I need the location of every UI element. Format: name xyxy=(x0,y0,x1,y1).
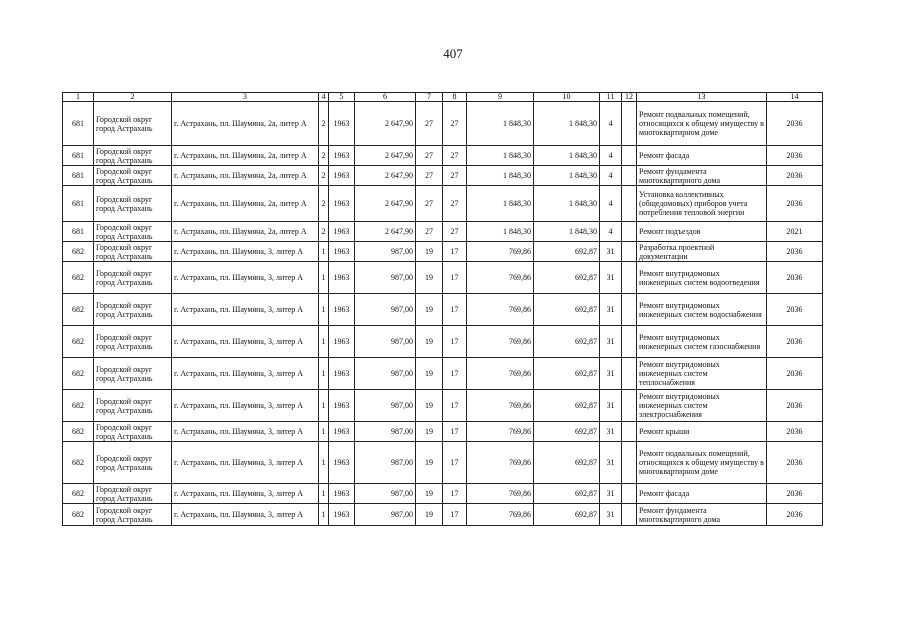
object-number: 682 xyxy=(63,504,94,526)
cell-col-4: 1 xyxy=(319,422,329,442)
column-number: 3 xyxy=(172,93,319,102)
cell-col-5: 1963 xyxy=(329,242,355,262)
cell-col-8: 27 xyxy=(443,102,467,146)
table-row xyxy=(63,358,823,390)
cell-col-9: 1 848,30 xyxy=(467,146,534,166)
work-type-cell: Ремонт подъездов xyxy=(637,222,767,242)
column-number: 14 xyxy=(767,93,823,102)
cell-col-4: 2 xyxy=(319,146,329,166)
cell-col-6: 987,00 xyxy=(355,294,416,326)
work-type-cell: Ремонт внутридомовых инженерных систем электроснабжения xyxy=(637,390,767,422)
work-type-cell: Ремонт фундамента многоквартирного дома xyxy=(637,504,767,526)
cell-col-9: 1 848,30 xyxy=(467,166,534,186)
cell-col-7: 19 xyxy=(416,442,443,484)
cell-col-7: 19 xyxy=(416,262,443,294)
planned-year-cell: 2036 xyxy=(767,166,823,186)
cell-col-8: 17 xyxy=(443,242,467,262)
cell-col-12 xyxy=(622,358,637,390)
cell-col-12 xyxy=(622,294,637,326)
cell-col-11: 31 xyxy=(600,484,622,504)
address-cell: г. Астрахань, пл. Шаумяна, 3, литер А xyxy=(172,358,319,390)
cell-col-11: 31 xyxy=(600,294,622,326)
municipality-cell: Городской округ город Астрахань xyxy=(94,102,172,146)
planned-year-cell: 2036 xyxy=(767,262,823,294)
cell-col-5: 1963 xyxy=(329,222,355,242)
cell-col-6: 2 647,90 xyxy=(355,186,416,222)
cell-col-8: 17 xyxy=(443,358,467,390)
table-row xyxy=(63,102,823,146)
cell-col-5: 1963 xyxy=(329,484,355,504)
cell-col-9: 769,86 xyxy=(467,358,534,390)
address-cell: г. Астрахань, пл. Шаумяна, 3, литер А xyxy=(172,242,319,262)
municipality-cell: Городской округ город Астрахань xyxy=(94,242,172,262)
cell-col-12 xyxy=(622,222,637,242)
cell-col-11: 4 xyxy=(600,186,622,222)
cell-col-7: 19 xyxy=(416,294,443,326)
cell-col-12 xyxy=(622,262,637,294)
municipality-cell: Городской округ город Астрахань xyxy=(94,166,172,186)
planned-year-cell: 2036 xyxy=(767,504,823,526)
cell-col-7: 19 xyxy=(416,242,443,262)
cell-col-7: 19 xyxy=(416,390,443,422)
cell-col-4: 2 xyxy=(319,222,329,242)
cell-col-10: 692,87 xyxy=(534,326,600,358)
cell-col-7: 19 xyxy=(416,504,443,526)
cell-col-10: 692,87 xyxy=(534,504,600,526)
address-cell: г. Астрахань, пл. Шаумяна, 2а, литер А xyxy=(172,166,319,186)
address-cell: г. Астрахань, пл. Шаумяна, 3, литер А xyxy=(172,422,319,442)
column-number: 5 xyxy=(329,93,355,102)
cell-col-12 xyxy=(622,102,637,146)
cell-col-11: 31 xyxy=(600,390,622,422)
cell-col-8: 27 xyxy=(443,146,467,166)
planned-year-cell: 2021 xyxy=(767,222,823,242)
cell-col-10: 1 848,30 xyxy=(534,186,600,222)
work-type-cell: Ремонт внутридомовых инженерных систем водоотведения xyxy=(637,262,767,294)
cell-col-5: 1963 xyxy=(329,146,355,166)
cell-col-7: 19 xyxy=(416,358,443,390)
municipality-cell: Городской округ город Астрахань xyxy=(94,326,172,358)
cell-col-4: 1 xyxy=(319,442,329,484)
cell-col-12 xyxy=(622,422,637,442)
cell-col-6: 2 647,90 xyxy=(355,166,416,186)
cell-col-10: 1 848,30 xyxy=(534,102,600,146)
cell-col-11: 31 xyxy=(600,442,622,484)
cell-col-5: 1963 xyxy=(329,166,355,186)
object-number: 681 xyxy=(63,166,94,186)
planned-year-cell: 2036 xyxy=(767,422,823,442)
table-row xyxy=(63,242,823,262)
cell-col-7: 19 xyxy=(416,422,443,442)
page-number: 407 xyxy=(443,46,463,61)
planned-year-cell: 2036 xyxy=(767,102,823,146)
object-number: 682 xyxy=(63,262,94,294)
cell-col-9: 769,86 xyxy=(467,422,534,442)
cell-col-6: 987,00 xyxy=(355,422,416,442)
work-type-cell: Ремонт фундамента многоквартирного дома xyxy=(637,166,767,186)
object-number: 682 xyxy=(63,484,94,504)
work-type-cell: Установка коллективных (общедомовых) приборов учета потребления тепловой энергии xyxy=(637,186,767,222)
work-type-cell: Ремонт внутридомовых инженерных систем водоснабжения xyxy=(637,294,767,326)
cell-col-9: 769,86 xyxy=(467,262,534,294)
column-number: 13 xyxy=(637,93,767,102)
cell-col-5: 1963 xyxy=(329,504,355,526)
column-number: 7 xyxy=(416,93,443,102)
table-row xyxy=(63,390,823,422)
cell-col-8: 27 xyxy=(443,222,467,242)
column-number: 8 xyxy=(443,93,467,102)
municipality-cell: Городской округ город Астрахань xyxy=(94,222,172,242)
cell-col-12 xyxy=(622,166,637,186)
column-number: 9 xyxy=(467,93,534,102)
table-row xyxy=(63,146,823,166)
object-number: 682 xyxy=(63,422,94,442)
address-cell: г. Астрахань, пл. Шаумяна, 3, литер А xyxy=(172,442,319,484)
cell-col-5: 1963 xyxy=(329,102,355,146)
cell-col-12 xyxy=(622,146,637,166)
cell-col-6: 987,00 xyxy=(355,484,416,504)
cell-col-4: 2 xyxy=(319,166,329,186)
address-cell: г. Астрахань, пл. Шаумяна, 2а, литер А xyxy=(172,102,319,146)
planned-year-cell: 2036 xyxy=(767,242,823,262)
cell-col-11: 31 xyxy=(600,422,622,442)
cell-col-4: 1 xyxy=(319,326,329,358)
cell-col-6: 987,00 xyxy=(355,242,416,262)
cell-col-9: 769,86 xyxy=(467,326,534,358)
object-number: 682 xyxy=(63,442,94,484)
object-number: 681 xyxy=(63,222,94,242)
capital-repair-table xyxy=(62,92,823,526)
object-number: 682 xyxy=(63,326,94,358)
cell-col-10: 692,87 xyxy=(534,358,600,390)
object-number: 681 xyxy=(63,186,94,222)
work-type-cell: Ремонт фасада xyxy=(637,146,767,166)
address-cell: г. Астрахань, пл. Шаумяна, 3, литер А xyxy=(172,504,319,526)
table-row xyxy=(63,484,823,504)
cell-col-8: 17 xyxy=(443,326,467,358)
cell-col-8: 17 xyxy=(443,390,467,422)
address-cell: г. Астрахань, пл. Шаумяна, 2а, литер А xyxy=(172,222,319,242)
cell-col-5: 1963 xyxy=(329,294,355,326)
table-row xyxy=(63,294,823,326)
cell-col-11: 4 xyxy=(600,222,622,242)
address-cell: г. Астрахань, пл. Шаумяна, 3, литер А xyxy=(172,390,319,422)
cell-col-4: 1 xyxy=(319,504,329,526)
object-number: 682 xyxy=(63,358,94,390)
cell-col-11: 31 xyxy=(600,262,622,294)
cell-col-9: 1 848,30 xyxy=(467,102,534,146)
municipality-cell: Городской округ город Астрахань xyxy=(94,484,172,504)
cell-col-12 xyxy=(622,442,637,484)
object-number: 682 xyxy=(63,390,94,422)
address-cell: г. Астрахань, пл. Шаумяна, 3, литер А xyxy=(172,262,319,294)
cell-col-6: 987,00 xyxy=(355,504,416,526)
cell-col-11: 31 xyxy=(600,326,622,358)
column-number: 12 xyxy=(622,93,637,102)
cell-col-7: 27 xyxy=(416,166,443,186)
cell-col-5: 1963 xyxy=(329,262,355,294)
work-type-cell: Ремонт фасада xyxy=(637,484,767,504)
cell-col-8: 17 xyxy=(443,504,467,526)
planned-year-cell: 2036 xyxy=(767,390,823,422)
table-row xyxy=(63,186,823,222)
municipality-cell: Городской округ город Астрахань xyxy=(94,294,172,326)
cell-col-6: 2 647,90 xyxy=(355,102,416,146)
cell-col-6: 2 647,90 xyxy=(355,146,416,166)
cell-col-11: 4 xyxy=(600,166,622,186)
object-number: 681 xyxy=(63,102,94,146)
cell-col-5: 1963 xyxy=(329,326,355,358)
table-row xyxy=(63,504,823,526)
table-row xyxy=(63,326,823,358)
column-number: 11 xyxy=(600,93,622,102)
work-type-cell: Ремонт внутридомовых инженерных систем газоснабжения xyxy=(637,326,767,358)
cell-col-8: 17 xyxy=(443,442,467,484)
cell-col-10: 692,87 xyxy=(534,242,600,262)
cell-col-8: 27 xyxy=(443,186,467,222)
cell-col-11: 31 xyxy=(600,358,622,390)
cell-col-10: 692,87 xyxy=(534,422,600,442)
column-number-row xyxy=(63,93,823,102)
cell-col-7: 27 xyxy=(416,186,443,222)
cell-col-11: 31 xyxy=(600,242,622,262)
municipality-cell: Городской округ город Астрахань xyxy=(94,186,172,222)
cell-col-4: 2 xyxy=(319,186,329,222)
cell-col-9: 769,86 xyxy=(467,294,534,326)
cell-col-4: 1 xyxy=(319,484,329,504)
work-type-cell: Ремонт внутридомовых инженерных систем теплоснабжения xyxy=(637,358,767,390)
work-type-cell: Ремонт подвальных помещений, относящихся к общему имуществу в многоквартирном доме xyxy=(637,102,767,146)
cell-col-12 xyxy=(622,326,637,358)
cell-col-12 xyxy=(622,186,637,222)
address-cell: г. Астрахань, пл. Шаумяна, 3, литер А xyxy=(172,326,319,358)
municipality-cell: Городской округ город Астрахань xyxy=(94,442,172,484)
object-number: 682 xyxy=(63,294,94,326)
municipality-cell: Городской округ город Астрахань xyxy=(94,262,172,294)
cell-col-6: 2 647,90 xyxy=(355,222,416,242)
cell-col-9: 769,86 xyxy=(467,442,534,484)
table-row xyxy=(63,166,823,186)
planned-year-cell: 2036 xyxy=(767,484,823,504)
municipality-cell: Городской округ город Астрахань xyxy=(94,146,172,166)
cell-col-6: 987,00 xyxy=(355,442,416,484)
cell-col-6: 987,00 xyxy=(355,390,416,422)
cell-col-5: 1963 xyxy=(329,186,355,222)
cell-col-4: 1 xyxy=(319,358,329,390)
object-number: 681 xyxy=(63,146,94,166)
planned-year-cell: 2036 xyxy=(767,358,823,390)
address-cell: г. Астрахань, пл. Шаумяна, 2а, литер А xyxy=(172,146,319,166)
address-cell: г. Астрахань, пл. Шаумяна, 3, литер А xyxy=(172,294,319,326)
cell-col-10: 692,87 xyxy=(534,442,600,484)
cell-col-10: 692,87 xyxy=(534,294,600,326)
cell-col-7: 27 xyxy=(416,102,443,146)
cell-col-5: 1963 xyxy=(329,358,355,390)
cell-col-8: 27 xyxy=(443,166,467,186)
planned-year-cell: 2036 xyxy=(767,442,823,484)
cell-col-6: 987,00 xyxy=(355,358,416,390)
cell-col-4: 2 xyxy=(319,102,329,146)
cell-col-11: 31 xyxy=(600,504,622,526)
column-number: 10 xyxy=(534,93,600,102)
cell-col-10: 692,87 xyxy=(534,484,600,504)
table-row xyxy=(63,422,823,442)
cell-col-12 xyxy=(622,390,637,422)
municipality-cell: Городской округ город Астрахань xyxy=(94,504,172,526)
cell-col-8: 17 xyxy=(443,422,467,442)
municipality-cell: Городской округ город Астрахань xyxy=(94,422,172,442)
address-cell: г. Астрахань, пл. Шаумяна, 2а, литер А xyxy=(172,186,319,222)
cell-col-11: 4 xyxy=(600,146,622,166)
cell-col-6: 987,00 xyxy=(355,326,416,358)
cell-col-7: 27 xyxy=(416,146,443,166)
cell-col-6: 987,00 xyxy=(355,262,416,294)
column-number: 4 xyxy=(319,93,329,102)
cell-col-9: 1 848,30 xyxy=(467,186,534,222)
work-type-cell: Ремонт крыши xyxy=(637,422,767,442)
cell-col-10: 1 848,30 xyxy=(534,146,600,166)
cell-col-8: 17 xyxy=(443,294,467,326)
cell-col-4: 1 xyxy=(319,390,329,422)
cell-col-12 xyxy=(622,504,637,526)
cell-col-10: 692,87 xyxy=(534,262,600,294)
cell-col-7: 19 xyxy=(416,484,443,504)
table-row xyxy=(63,442,823,484)
table-body xyxy=(63,93,823,526)
column-number: 6 xyxy=(355,93,416,102)
cell-col-5: 1963 xyxy=(329,442,355,484)
cell-col-9: 769,86 xyxy=(467,484,534,504)
cell-col-10: 1 848,30 xyxy=(534,222,600,242)
column-number: 1 xyxy=(63,93,94,102)
cell-col-12 xyxy=(622,484,637,504)
planned-year-cell: 2036 xyxy=(767,294,823,326)
cell-col-12 xyxy=(622,242,637,262)
cell-col-4: 1 xyxy=(319,262,329,294)
planned-year-cell: 2036 xyxy=(767,326,823,358)
address-cell: г. Астрахань, пл. Шаумяна, 3, литер А xyxy=(172,484,319,504)
cell-col-9: 769,86 xyxy=(467,242,534,262)
cell-col-8: 17 xyxy=(443,484,467,504)
cell-col-5: 1963 xyxy=(329,422,355,442)
municipality-cell: Городской округ город Астрахань xyxy=(94,358,172,390)
object-number: 682 xyxy=(63,242,94,262)
planned-year-cell: 2036 xyxy=(767,186,823,222)
cell-col-9: 1 848,30 xyxy=(467,222,534,242)
municipality-cell: Городской округ город Астрахань xyxy=(94,390,172,422)
cell-col-7: 27 xyxy=(416,222,443,242)
cell-col-7: 19 xyxy=(416,326,443,358)
work-type-cell: Разработка проектной документации xyxy=(637,242,767,262)
cell-col-9: 769,86 xyxy=(467,504,534,526)
table-row xyxy=(63,262,823,294)
cell-col-4: 1 xyxy=(319,294,329,326)
table-row xyxy=(63,222,823,242)
cell-col-9: 769,86 xyxy=(467,390,534,422)
cell-col-4: 1 xyxy=(319,242,329,262)
work-type-cell: Ремонт подвальных помещений, относящихся к общему имуществу в многоквартирном доме xyxy=(637,442,767,484)
planned-year-cell: 2036 xyxy=(767,146,823,166)
cell-col-5: 1963 xyxy=(329,390,355,422)
cell-col-10: 1 848,30 xyxy=(534,166,600,186)
cell-col-10: 692,87 xyxy=(534,390,600,422)
cell-col-8: 17 xyxy=(443,262,467,294)
cell-col-11: 4 xyxy=(600,102,622,146)
column-number: 2 xyxy=(94,93,172,102)
